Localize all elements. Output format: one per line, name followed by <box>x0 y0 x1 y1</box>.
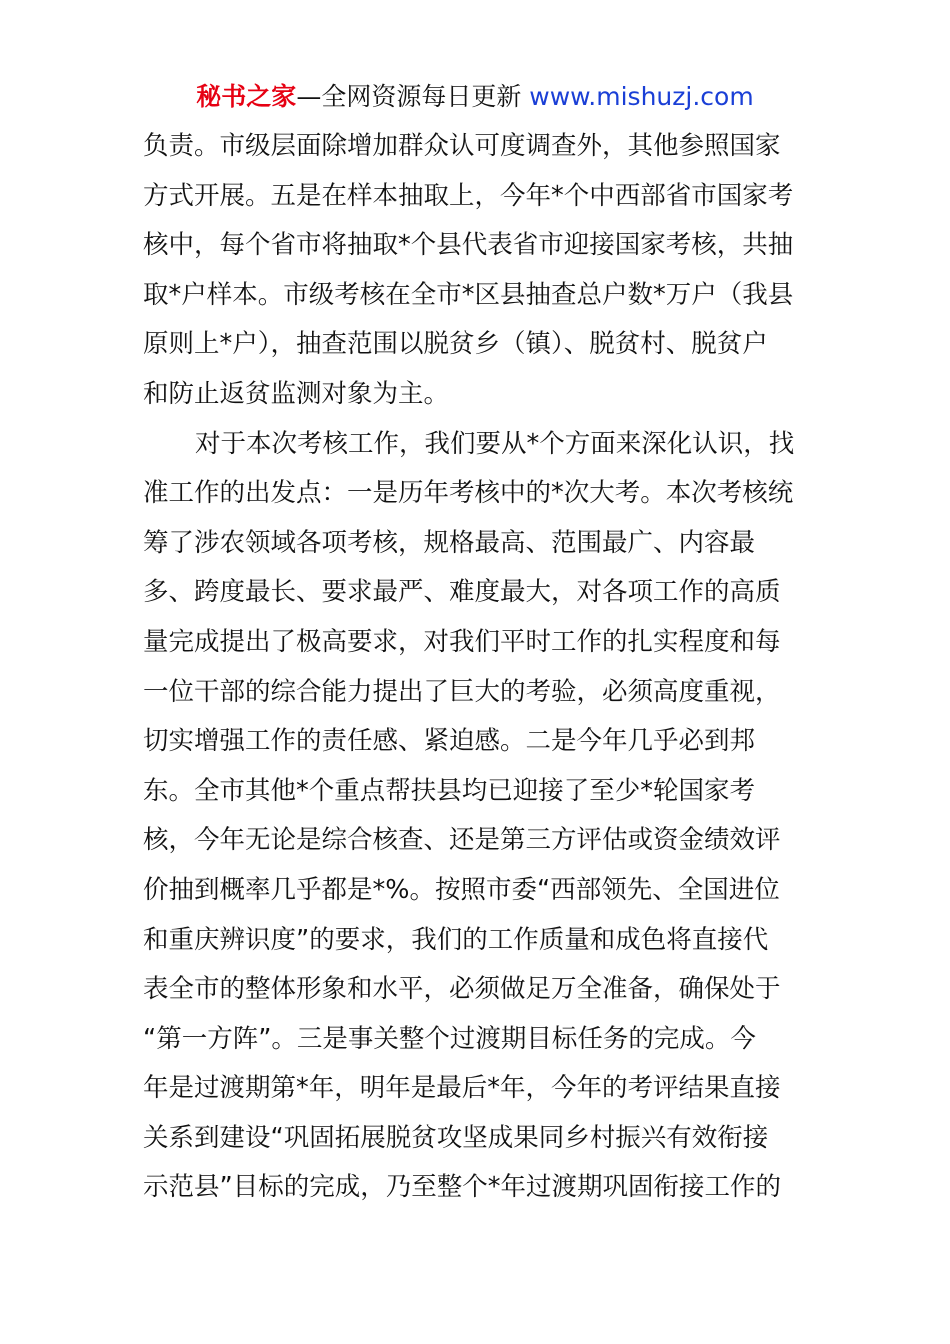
text-line: 筹了涉农领域各项考核，规格最高、范围最广、内容最 <box>143 527 756 558</box>
text-line: 一位干部的综合能力提出了巨大的考验，必须高度重视， <box>143 676 781 707</box>
text-line: 原则上*户），抽查范围以脱贫乡（镇）、脱贫村、脱贫户 <box>143 329 768 360</box>
text-line: 表全市的整体形象和水平，必须做足万全准备，确保处于 <box>143 974 781 1005</box>
paragraph-first-line: 对于本次考核工作，我们要从*个方面来深化认识，找 <box>195 428 795 459</box>
text-line: 负责。市级层面除增加群众认可度调查外，其他参照国家 <box>143 131 781 161</box>
text-line: 东。全市其他*个重点帮扶县均已迎接了至少*轮国家考 <box>143 775 756 806</box>
text-line: 准工作的出发点：一是历年考核中的*次大考。本次考核统 <box>143 478 794 509</box>
text-line: 价抽到概率几乎都是*%。按照市委“西部领先、全国进位 <box>143 874 780 905</box>
text-line: 和重庆辨识度”的要求，我们的工作质量和成色将直接代 <box>143 924 769 955</box>
text-line: 切实增强工作的责任感、紧迫感。二是今年几乎必到邦 <box>143 726 756 757</box>
text-line: 核，今年无论是综合核查、还是第三方评估或资金绩效评 <box>143 825 781 856</box>
text-line: 量完成提出了极高要求，对我们平时工作的扎实程度和每 <box>143 626 781 657</box>
site-url-link[interactable]: www.mishuzj.com <box>529 82 754 111</box>
site-brand: 秘书之家 <box>196 82 297 111</box>
text-line: 示范县”目标的完成，乃至整个*年过渡期巩固衔接工作的 <box>143 1172 781 1203</box>
text-line: 核中，每个省市将抽取*个县代表省市迎接国家考核，共抽 <box>143 230 794 261</box>
text-line: 取*户样本。市级考核在全市*区县抽查总户数*万户（我县 <box>143 279 794 310</box>
document-body <box>143 122 811 1213</box>
text-line: 方式开展。五是在样本抽取上，今年*个中西部省市国家考 <box>143 180 794 211</box>
site-tagline: —全网资源每日更新 <box>296 82 530 111</box>
text-line: “第一方阵”。三是事关整个过渡期目标任务的完成。今 <box>143 1023 756 1054</box>
text-line: 关系到建设“巩固拓展脱贫攻坚成果同乡村振兴有效衔接 <box>143 1122 769 1153</box>
text-line: 年是过渡期第*年，明年是最后*年，今年的考评结果直接 <box>143 1073 781 1104</box>
site-header <box>0 80 950 114</box>
text-line: 和防止返贫监测对象为主。 <box>143 378 450 409</box>
text-line: 多、跨度最长、要求最严、难度最大，对各项工作的高质 <box>143 577 781 608</box>
